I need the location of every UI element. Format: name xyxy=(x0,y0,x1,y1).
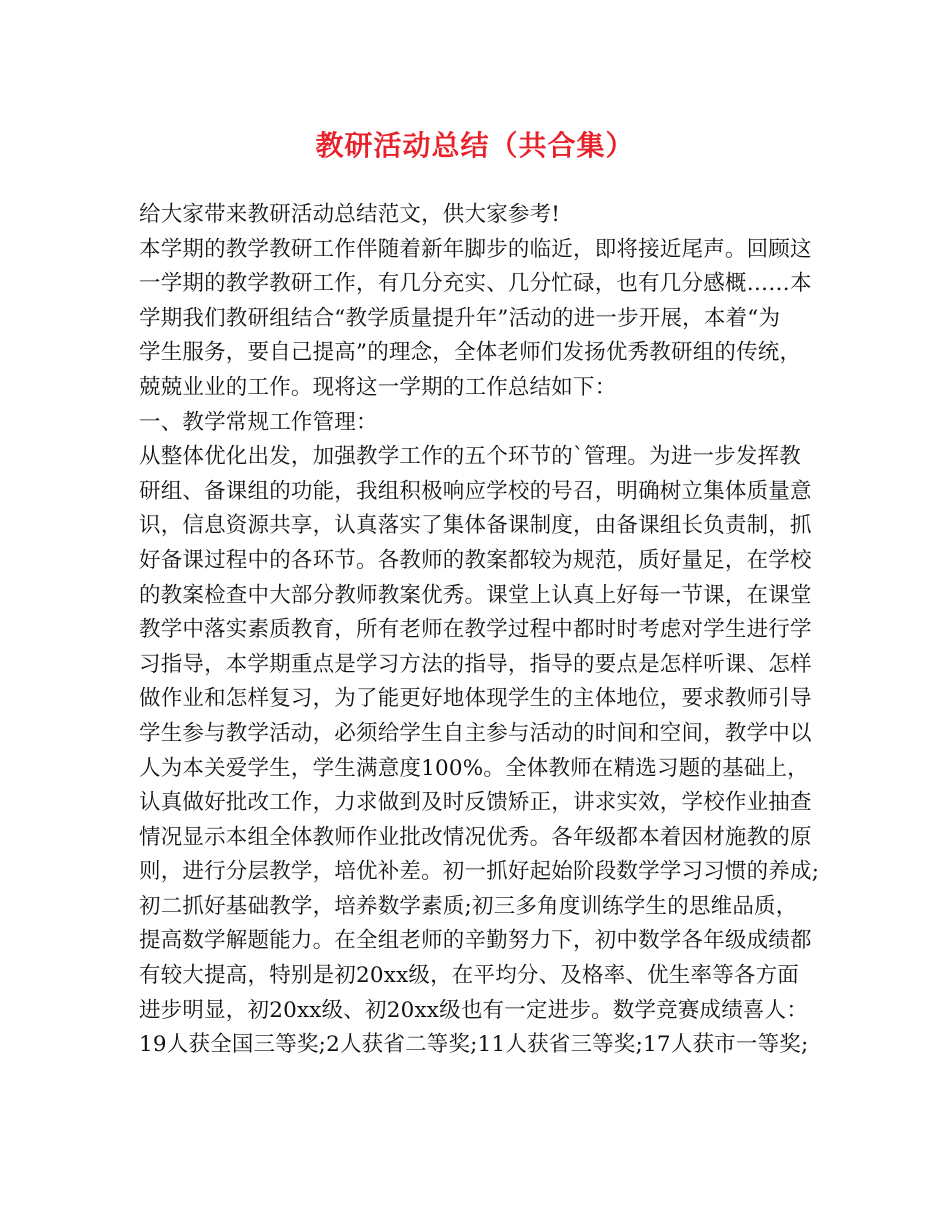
paragraph-line: 情况显示本组全体教师作业批改情况优秀。各年级都本着因材施教的原 xyxy=(139,824,812,850)
paragraph-line: 好备课过程中的各环节。各教师的教案都较为规范，质好量足，在学校 xyxy=(139,547,812,573)
paragraph-line: 从整体优化出发，加强教学工作的五个环节的`管理。为进一步发挥教 xyxy=(139,444,801,470)
paragraph-line: 进步明显，初20xx级、初20xx级也有一定进步。数学竞赛成绩喜人： xyxy=(139,997,809,1023)
paragraph-line: 兢兢业业的工作。现将这一学期的工作总结如下： xyxy=(139,374,617,400)
paragraph-line: 学生服务，要自己提高”的理念，全体老师们发扬优秀教研组的传统， xyxy=(139,340,802,366)
paragraph-line: 学期我们教研组结合“教学质量提升年”活动的进一步开展，本着“为 xyxy=(139,305,781,331)
paragraph-line: 学生参与教学活动，必须给学生自主参与活动的时间和空间，教学中以 xyxy=(139,720,812,746)
paragraph-line: 有较大提高，特别是初20xx级，在平均分、及格率、优生率等各方面 xyxy=(139,963,800,989)
document-title: 教研活动总结（共合集） xyxy=(315,129,635,162)
paragraph-line: 人为本关爱学生，学生满意度100%。全体教师在精选习题的基础上， xyxy=(139,755,809,781)
paragraph-line: 初二抓好基础教学，培养数学素质;初三多角度训练学生的思维品质， xyxy=(139,893,798,919)
paragraph-line: 认真做好批改工作，力求做到及时反馈矫正，讲求实效，学校作业抽查 xyxy=(139,790,812,816)
paragraph-line: 一学期的教学教研工作，有几分充实、几分忙碌，也有几分感概……本 xyxy=(139,271,812,297)
paragraph-line: 做作业和怎样复习，为了能更好地体现学生的主体地位，要求教师引导 xyxy=(139,686,812,712)
paragraph-line: 则，进行分层教学，培优补差。初一抓好起始阶段数学学习习惯的养成; xyxy=(139,859,820,885)
paragraph-line: 给大家带来教研活动总结范文，供大家参考! xyxy=(139,202,561,227)
paragraph-line: 教学中落实素质教育，所有老师在教学过程中都时时考虑对学生进行学 xyxy=(139,617,812,643)
paragraph-line: 的教案检查中大部分教师教案优秀。课堂上认真上好每一节课，在课堂 xyxy=(139,582,812,608)
paragraph-line: 本学期的教学教研工作伴随着新年脚步的临近，即将接近尾声。回顾这 xyxy=(139,236,812,262)
paragraph-line: 习指导，本学期重点是学习方法的指导，指导的要点是怎样听课、怎样 xyxy=(139,651,812,677)
paragraph-line: 提高数学解题能力。在全组老师的辛勤努力下，初中数学各年级成绩都 xyxy=(139,928,812,954)
paragraph-line: 19人获全国三等奖;2人获省二等奖;11人获省三等奖;17人获市一等奖; xyxy=(139,1032,809,1058)
paragraph-line: 识，信息资源共享，认真落实了集体备课制度，由备课组长负责制，抓 xyxy=(139,513,812,539)
paragraph-line: 研组、备课组的功能，我组积极响应学校的号召，明确树立集体质量意 xyxy=(139,478,812,504)
document-body xyxy=(139,198,819,1063)
section-heading: 一、教学常规工作管理： xyxy=(139,409,378,435)
